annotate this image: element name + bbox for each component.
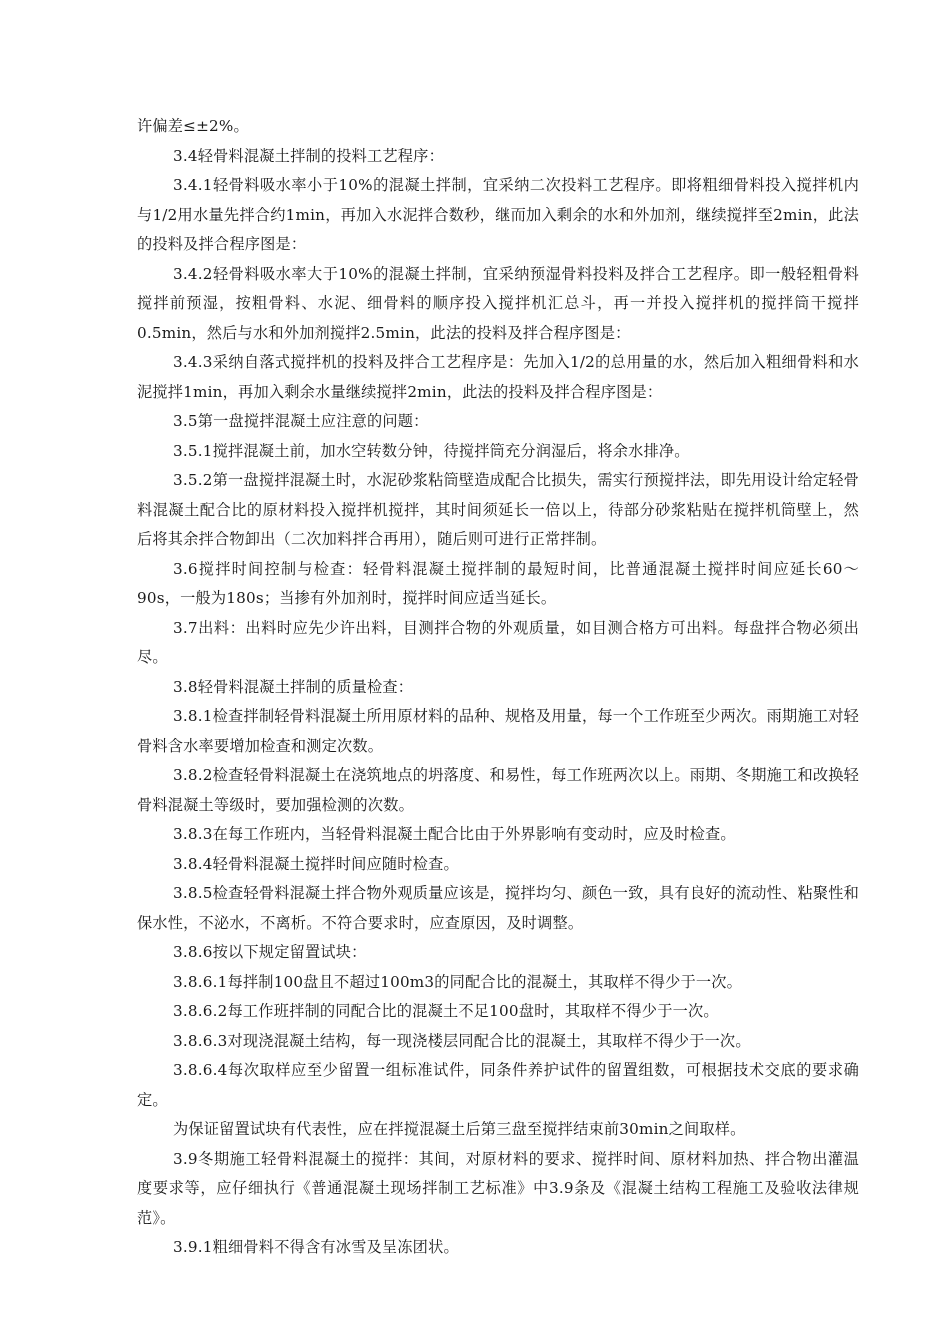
paragraph-3-8-2: 3.8.2检查轻骨料混凝土在浇筑地点的坍落度、和易性，每工作班两次以上。雨期、冬期施工和改换轻骨料混凝土等级时，要加强检测的次数。 (137, 766, 859, 814)
paragraph-3-4-1: 3.4.1轻骨料吸水率小于10%的混凝土拌制，宜采纳二次投料工艺程序。即将粗细骨料投入搅拌机内与1/2用水量先拌合约1min，再加入水泥拌合数秒，继而加入剩余的水和外加剂，继续搅拌至2min，此法的投料及拌合程序图是： (137, 176, 859, 253)
document-page (137, 112, 859, 1263)
paragraph-3-8-6-1: 3.8.6.1每拌制100盘且不超过100m3的同配合比的混凝土，其取样不得少于一次。 (173, 972, 743, 991)
section-3-4-heading: 3.4轻骨料混凝土拌制的投料工艺程序： (173, 146, 444, 165)
paragraph-3-8-6-3: 3.8.6.3对现浇混凝土结构，每一现浇楼层同配合比的混凝土，其取样不得少于一次。 (173, 1031, 751, 1050)
paragraph-sampling-note: 为保证留置试块有代表性，应在拌搅混凝土后第三盘至搅拌结束前30min之间取样。 (173, 1120, 746, 1138)
paragraph-3-8-5: 3.8.5检查轻骨料混凝土拌合物外观质量应该是，搅拌均匀、颜色一致，具有良好的流动性、粘聚性和保水性，不泌水，不离析。不符合要求时，应查原因，及时调整。 (137, 884, 859, 932)
paragraph-3-9: 3.9冬期施工轻骨料混凝土的搅拌：其间，对原材料的要求、搅拌时间、原材料加热、拌合物出灌温度要求等，应仔细执行《普通混凝土现场拌制工艺标准》中3.9条及《混凝土结构工程施工及验收法律规范》。 (137, 1149, 859, 1227)
paragraph-3-8-1: 3.8.1检查拌制轻骨料混凝土所用原材料的品种、规格及用量，每一个工作班至少两次。雨期施工对轻骨料含水率要增加检查和测定次数。 (137, 707, 859, 755)
section-3-5-heading: 3.5第一盘搅拌混凝土应注意的问题： (173, 412, 429, 430)
paragraph-3-8-6-2: 3.8.6.2每工作班拌制的同配合比的混凝土不足100盘时，其取样不得少于一次。 (173, 1002, 719, 1020)
paragraph-3-8-4: 3.8.4轻骨料混凝土搅拌时间应随时检查。 (173, 854, 459, 873)
paragraph-3-8-6: 3.8.6按以下规定留置试块： (173, 943, 367, 961)
paragraph-3-4-3: 3.4.3采纳自落式搅拌机的投料及拌合工艺程序是：先加入1/2的总用量的水，然后加入粗细骨料和水泥搅拌1min，再加入剩余水量继续搅拌2min，此法的投料及拌合程序图是： (137, 353, 859, 401)
paragraph-3-8-3: 3.8.3在每工作班内，当轻骨料混凝土配合比由于外界影响有变动时，应及时检查。 (173, 825, 736, 843)
section-3-8-heading: 3.8轻骨料混凝土拌制的质量检查： (173, 677, 414, 696)
paragraph-3-4-2: 3.4.2轻骨料吸水率大于10%的混凝土拌制，宜采纳预湿骨料投料及拌合工艺程序。即一般轻粗骨料搅拌前预湿，按粗骨料、水泥、细骨料的顺序投入搅拌机汇总斗，再一并投入搅拌机的搅拌筒干搅拌0.5min，然后与水和外加剂搅拌2.5min，此法的投料及拌合程序图是： (137, 264, 859, 342)
paragraph-3-9-1: 3.9.1粗细骨料不得含有冰雪及呈冻团状。 (173, 1238, 459, 1256)
paragraph-3-6: 3.6搅拌时间控制与检查：轻骨料混凝土搅拌制的最短时间，比普通混凝土搅拌时间应延长60～90s，一般为180s；当掺有外加剂时，搅拌时间应适当延长。 (137, 559, 859, 607)
paragraph-3-7: 3.7出料：出料时应先少许出料，目测拌合物的外观质量，如目测合格方可出料。每盘拌合物必须出尽。 (137, 618, 859, 666)
paragraph-continuation: 许偏差≤±2%。 (137, 117, 249, 135)
paragraph-3-5-2: 3.5.2第一盘搅拌混凝土时，水泥砂浆粘筒壁造成配合比损失，需实行预搅拌法，即先用设计给定轻骨料混凝土配合比的原材料投入搅拌机搅拌，其时间须延长一倍以上，待部分砂浆粘贴在搅拌机筒壁上，然后将其余拌合物卸出（二次加料拌合再用），随后则可进行正常拌制。 (137, 471, 859, 548)
paragraph-3-5-1: 3.5.1搅拌混凝土前，加水空转数分钟，待搅拌筒充分润湿后，将余水排净。 (173, 441, 690, 460)
paragraph-3-8-6-4: 3.8.6.4每次取样应至少留置一组标准试件，同条件养护试件的留置组数，可根据技术交底的要求确定。 (137, 1061, 859, 1109)
